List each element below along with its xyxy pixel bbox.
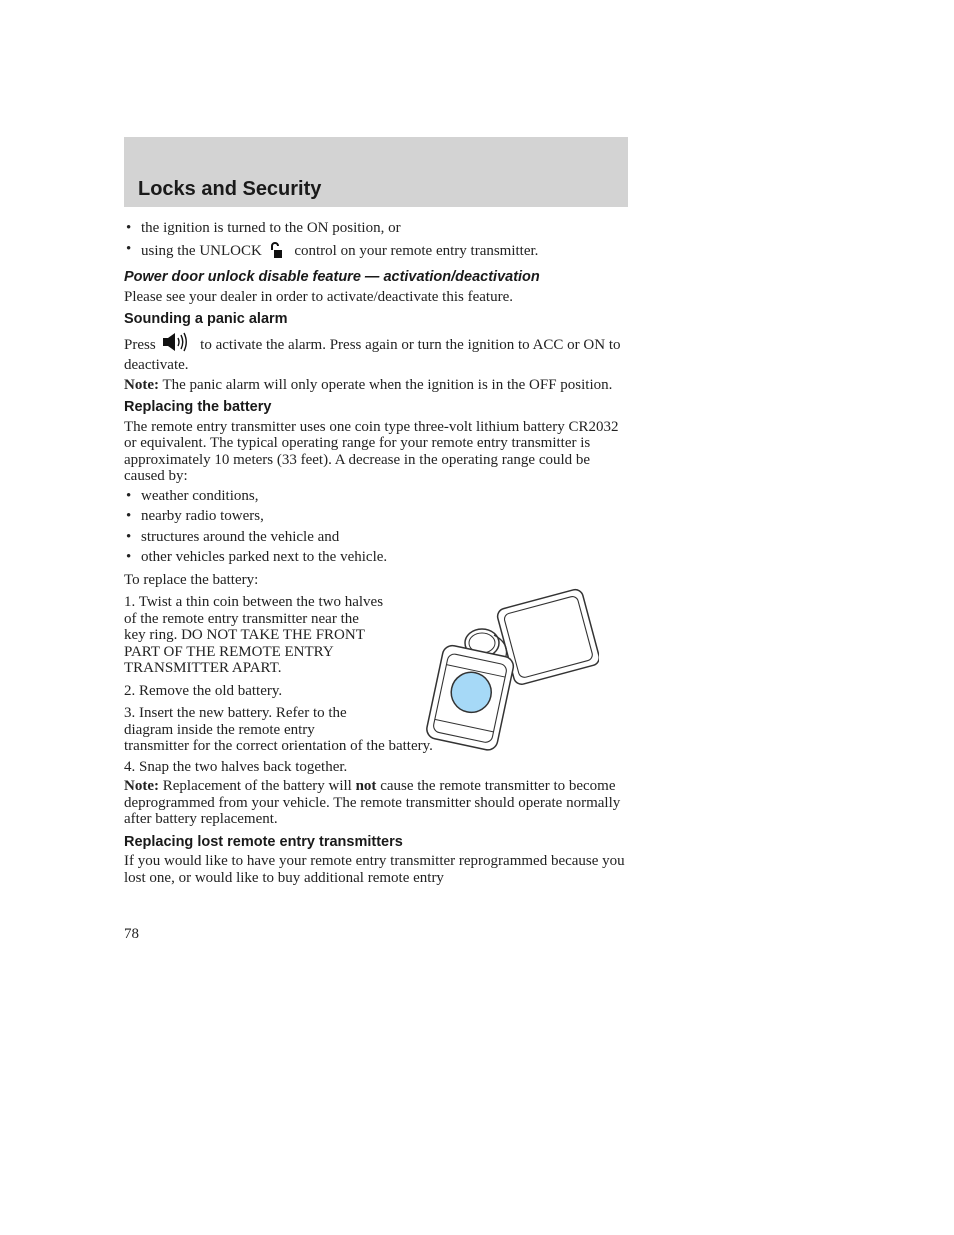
panic-text-after: to activate the alarm. Press again or turn the ignition to ACC or ON to deactivate. (124, 336, 621, 373)
step-3-part-a: 3. Insert the new battery. Refer to the diagram inside the remote entry (124, 705, 347, 738)
panic-text-before: Press (124, 336, 156, 353)
lost-transmitters-heading: Replacing lost remote entry transmitters (124, 833, 403, 850)
page-number: 78 (124, 926, 139, 942)
unlock-icon (269, 241, 283, 264)
battery-steps (124, 594, 628, 775)
battery-note-before: Replacement of the battery will (162, 778, 352, 794)
bullet-unlock-text-after: control on your remote entry transmitter. (294, 242, 539, 259)
battery-note (124, 778, 628, 828)
bullet-unlock-text-before: using the UNLOCK (141, 242, 262, 259)
section-title: Locks and Security (138, 178, 322, 200)
bullet-unlock-control (124, 241, 628, 264)
bullet-other-vehicles: • other vehicles parked next to the vehicle. (124, 549, 628, 566)
disable-feature-heading: Power door unlock disable feature — activation/deactivation (124, 269, 540, 285)
section-header (124, 137, 628, 207)
panic-note-label: Note: (124, 376, 159, 393)
panic-note-text: The panic alarm will only operate when the ignition is in the OFF position. (162, 376, 613, 393)
lost-transmitters-text: If you would like to have your remote entry transmitter reprogrammed because you lost one, or would like to buy additional remote entry (124, 853, 625, 886)
bullet-weather: • weather conditions, (124, 488, 628, 505)
panic-alarm-text (124, 331, 628, 374)
disable-feature-text: Please see your dealer in order to activate/deactivate this feature. (124, 288, 513, 305)
step-2: 2. Remove the old battery. (124, 682, 283, 699)
bullet-structures: • structures around the vehicle and (124, 529, 628, 546)
battery-note-bold: not (355, 778, 377, 794)
battery-intro: The remote entry transmitter uses one coin type three-volt lithium battery CR2032 or equivalent. The typical operating range for your remote entry transmitter is approximately 10 meters (33 feet). A decrease in the operating range could be caused by: (124, 418, 619, 484)
bullet-ignition-on: • the ignition is turned to the ON position, or (124, 220, 628, 237)
page-content (124, 220, 628, 889)
step-3-part-b: transmitter for the correct orientation of the battery. (124, 738, 433, 754)
step-1: 1. Twist a thin coin between the two halves of the remote entry transmitter near the key ring. DO NOT TAKE THE FRONT PART OF THE REMOTE ENTRY TRANSMITTER APART. (124, 594, 384, 676)
step-4: 4. Snap the two halves back together. (124, 758, 348, 775)
battery-note-after: cause the remote transmitter to become deprogrammed from your vehicle. The remote transmitter should operate normally after battery replacement. (124, 778, 621, 827)
panic-alarm-heading: Sounding a panic alarm (124, 311, 288, 327)
panic-horn-icon (162, 331, 188, 358)
to-replace-text: To replace the battery: (124, 571, 259, 588)
battery-note-label: Note: (124, 778, 159, 794)
panic-note (124, 377, 628, 394)
bullet-radio-towers: • nearby radio towers, (124, 508, 628, 525)
remote-transmitter-illustration (424, 588, 599, 753)
replacing-battery-heading: Replacing the battery (124, 399, 272, 415)
